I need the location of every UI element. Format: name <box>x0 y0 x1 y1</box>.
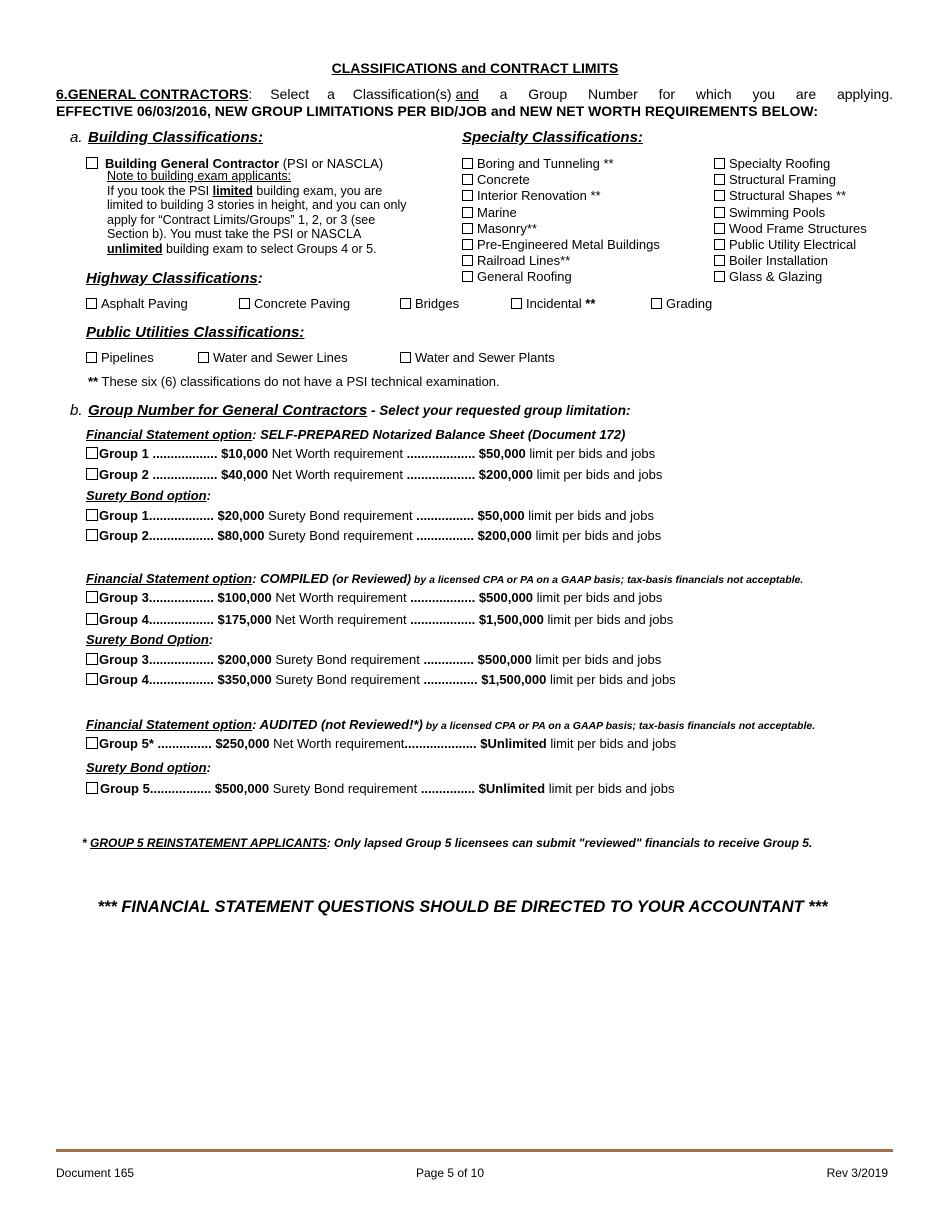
dots: .............. <box>423 652 475 667</box>
requirement: Net Worth requirement <box>268 446 407 461</box>
dots: ................... <box>406 467 476 482</box>
intro-line <box>56 86 893 102</box>
limit: $50,000 <box>474 508 525 523</box>
limit: $200,000 <box>475 467 534 482</box>
highway-incidental[interactable] <box>511 296 595 311</box>
specialty-label: Marine <box>477 204 517 220</box>
group-row[interactable] <box>86 781 674 796</box>
section-number: 6. <box>56 86 68 102</box>
checkbox[interactable] <box>86 298 97 309</box>
specialty-label: Boiler Installation <box>729 253 828 269</box>
psi-footnote <box>88 374 500 389</box>
limit: $50,000 <box>475 446 526 461</box>
section-a-letter <box>70 129 83 146</box>
dots: .................. <box>148 652 214 667</box>
sb1-heading <box>86 488 211 503</box>
footer-revision: Rev 3/2019 <box>826 1166 888 1180</box>
accountant-banner: *** FINANCIAL STATEMENT QUESTIONS SHOULD BE DIRECTED TO YOUR ACCOUNTANT *** <box>97 898 828 916</box>
checkbox[interactable] <box>86 447 98 459</box>
dots: ............... <box>423 672 478 687</box>
limit: $1,500,000 <box>475 612 544 627</box>
footer-divider <box>56 1149 893 1152</box>
incidental-stars: ** <box>585 296 596 311</box>
checkbox[interactable] <box>86 673 98 685</box>
amount: $350,000 <box>213 672 272 687</box>
group-label: Group 5* <box>99 736 154 751</box>
group-number-heading-text: Group Number for General Contractors <box>88 402 368 419</box>
fs3-rest: : AUDITED (not Reviewed!*) <box>252 717 423 732</box>
amount: $200,000 <box>213 652 272 667</box>
specialty-item[interactable] <box>462 253 660 269</box>
specialty-item[interactable] <box>714 205 867 221</box>
checkbox[interactable] <box>714 271 725 282</box>
section-b-letter <box>70 402 83 419</box>
intro-text-a: : Select a Classification(s) <box>248 86 456 102</box>
specialty-label: Structural Framing <box>729 172 836 188</box>
note-line-2: limited to building 3 stories in height, and you can only <box>107 198 407 213</box>
checkbox[interactable] <box>714 239 725 250</box>
highway-label: Asphalt Paving <box>101 296 188 311</box>
group-row[interactable] <box>86 736 676 751</box>
specialty-item[interactable] <box>462 237 660 253</box>
limit-tail: limit per bids and jobs <box>525 446 656 461</box>
checkbox[interactable] <box>714 174 725 185</box>
specialty-label: Interior Renovation ** <box>477 188 601 204</box>
group-row[interactable] <box>86 612 673 627</box>
checkbox[interactable] <box>462 255 473 266</box>
fs2-label: Financial Statement option <box>86 571 253 586</box>
public-water-sewer-lines[interactable] <box>198 350 348 365</box>
fs3-small: by a licensed CPA or PA on a GAAP basis; tax-basis financials not acceptable. <box>422 720 816 732</box>
highway-concrete[interactable] <box>239 296 350 311</box>
fs2-paren: (or Reviewed) <box>332 572 411 586</box>
public-water-sewer-plants[interactable] <box>400 350 555 365</box>
checkbox[interactable] <box>651 298 662 309</box>
limit-tail: limit per bids and jobs <box>533 590 663 605</box>
dots: .................. <box>148 672 214 687</box>
limit: $1,500,000 <box>477 672 547 687</box>
checkbox[interactable] <box>462 207 473 218</box>
specialty-item[interactable] <box>462 221 660 237</box>
group-label: Group 1 <box>99 446 149 461</box>
specialty-label: General Roofing <box>477 269 572 285</box>
specialty-label: Concrete <box>477 172 530 188</box>
specialty-label: Structural Shapes ** <box>729 188 847 204</box>
section-a-letter-text: a. <box>70 129 83 146</box>
bgc-checkbox[interactable] <box>86 157 98 169</box>
specialty-item[interactable] <box>714 237 867 253</box>
sb3-label: Surety Bond option <box>86 760 207 775</box>
dots: ................ <box>416 528 475 543</box>
specialty-item[interactable] <box>462 188 660 204</box>
limit-tail: limit per bids and jobs <box>546 736 677 751</box>
amount: $10,000 <box>217 446 269 461</box>
amount: $80,000 <box>213 528 265 543</box>
public-utilities-heading: Public Utilities Classifications: <box>86 324 305 341</box>
specialty-column-1 <box>462 156 660 286</box>
specialty-classifications-heading: Specialty Classifications: <box>462 129 643 146</box>
fs3-heading <box>86 717 815 732</box>
specialty-item[interactable] <box>714 188 867 204</box>
checkbox[interactable] <box>86 468 98 480</box>
limit-tail: limit per bids and jobs <box>524 508 654 523</box>
specialty-item[interactable] <box>714 156 867 172</box>
reinstatement-star: * <box>82 836 91 850</box>
requirement: Net Worth requirement <box>269 736 405 751</box>
specialty-label: Masonry** <box>477 220 537 236</box>
checkbox[interactable] <box>714 207 725 218</box>
footnote-text: These six (6) classifications do not have a PSI technical examination. <box>98 374 500 389</box>
note-l5b: building exam to select Groups 4 or 5. <box>162 241 377 256</box>
dots: .................. <box>148 508 214 523</box>
group-label: Group 1 <box>99 508 149 523</box>
bgc-suffix: (PSI or NASCLA) <box>279 156 384 171</box>
reinstatement-text: : Only lapsed Group 5 licensees can submit "reviewed" financials to receive Group 5. <box>326 836 813 850</box>
note-l1c: building exam, you are <box>252 183 383 198</box>
group-row[interactable] <box>86 528 661 543</box>
specialty-item[interactable] <box>714 269 867 285</box>
specialty-item[interactable] <box>714 253 867 269</box>
note-line-1 <box>107 184 437 199</box>
highway-bridges[interactable] <box>400 296 459 311</box>
requirement: Surety Bond requirement <box>271 652 424 667</box>
footer-page-number: Page 5 of 10 <box>415 1166 485 1180</box>
highway-label: Grading <box>666 296 713 311</box>
group-row[interactable] <box>86 508 654 523</box>
specialty-label: Wood Frame Structures <box>729 220 867 236</box>
dots: ............... <box>153 736 212 751</box>
amount: $175,000 <box>213 612 272 627</box>
highway-label: Incidental <box>526 296 582 311</box>
specialty-label: Specialty Roofing <box>729 156 831 171</box>
checkbox[interactable] <box>714 158 725 169</box>
limit-tail: limit per bids and jobs <box>531 652 662 667</box>
checkbox[interactable] <box>400 298 411 309</box>
note-l1a: If you took the PSI <box>107 183 213 198</box>
intro-and: and <box>455 86 479 102</box>
specialty-label: Pre-Engineered Metal Buildings <box>477 237 660 253</box>
limit: $Unlimited <box>475 781 546 796</box>
specialty-label: Boring and Tunneling ** <box>477 156 614 171</box>
checkbox[interactable] <box>86 529 98 541</box>
dots: .................. <box>148 446 218 461</box>
group-number-heading-suffix: - Select your requested group limitation: <box>367 403 631 418</box>
building-classifications-heading: Building Classifications: <box>88 129 264 146</box>
dots: ................... <box>406 446 476 461</box>
sb3-heading <box>86 760 211 775</box>
note-heading: Note to building exam applicants: <box>107 169 292 183</box>
general-contractors-heading: GENERAL CONTRACTORS <box>67 86 249 102</box>
specialty-column-2 <box>714 156 867 286</box>
sb1-label: Surety Bond option <box>86 488 207 503</box>
fs2-rest: : COMPILED <box>252 571 333 586</box>
group-label: Group 4 <box>99 672 149 687</box>
sb2-heading <box>86 632 213 647</box>
dots: .................. <box>148 528 214 543</box>
effective-notice: EFFECTIVE 06/03/2016, NEW GROUP LIMITATIONS PER BID/JOB and NEW NET WORTH REQUIREMENTS BELOW: <box>56 103 819 119</box>
public-label: Water and Sewer Lines <box>213 350 348 365</box>
group-label: Group 4 <box>99 612 149 627</box>
note-line-5 <box>107 242 437 257</box>
sb3-colon: : <box>206 760 211 775</box>
group-row[interactable] <box>86 672 676 687</box>
specialty-item[interactable] <box>714 221 867 237</box>
checkbox[interactable] <box>86 352 97 363</box>
specialty-label: Glass & Glazing <box>729 269 823 285</box>
group-number-heading <box>88 402 631 419</box>
dots: .................. <box>410 612 476 627</box>
checkbox[interactable] <box>400 352 411 363</box>
highway-label: Concrete Paving <box>254 296 351 311</box>
checkbox[interactable] <box>714 255 725 266</box>
group-label: Group 2 <box>99 467 149 482</box>
checkbox[interactable] <box>86 653 98 665</box>
limit: $200,000 <box>474 528 532 543</box>
checkbox[interactable] <box>198 352 209 363</box>
dots: .................. <box>148 467 218 482</box>
checkbox[interactable] <box>86 782 98 794</box>
limit: $500,000 <box>474 652 532 667</box>
section-b-letter-text: b. <box>70 402 83 419</box>
dots: .................. <box>148 590 214 605</box>
public-label: Pipelines <box>101 350 154 365</box>
specialty-item[interactable] <box>714 172 867 188</box>
dots: .................. <box>148 612 214 627</box>
amount: $100,000 <box>213 590 272 605</box>
amount: $500,000 <box>211 781 270 796</box>
specialty-label: Public Utility Electrical <box>729 237 857 253</box>
fs1-heading <box>86 427 625 442</box>
specialty-item[interactable] <box>462 269 660 285</box>
limit: $500,000 <box>475 590 534 605</box>
group-label: Group 5 <box>100 781 150 796</box>
dots: .................... <box>404 736 477 751</box>
specialty-label: Swimming Pools <box>729 204 826 220</box>
group-row[interactable] <box>86 446 655 461</box>
requirement: Net Worth requirement <box>268 467 407 482</box>
specialty-label: Railroad Lines** <box>477 253 571 269</box>
bgc-label: Building General Contractor <box>105 156 280 171</box>
checkbox[interactable] <box>86 591 98 603</box>
limit-tail: limit per bids and jobs <box>533 467 663 482</box>
requirement: Surety Bond requirement <box>264 508 417 523</box>
sb2-label: Surety Bond Option <box>86 632 209 647</box>
sb1-colon: : <box>206 488 211 503</box>
group-row[interactable] <box>86 467 662 482</box>
amount: $250,000 <box>211 736 270 751</box>
dots: ............... <box>420 781 476 796</box>
amount: $20,000 <box>213 508 265 523</box>
checkbox[interactable] <box>462 174 473 185</box>
checkbox[interactable] <box>239 298 250 309</box>
checkbox[interactable] <box>462 190 473 201</box>
group-row[interactable] <box>86 652 661 667</box>
checkbox[interactable] <box>511 298 522 309</box>
requirement: Surety Bond requirement <box>271 672 424 687</box>
limit-tail: limit per bids and jobs <box>531 528 662 543</box>
limit-tail: limit per bids and jobs <box>546 672 676 687</box>
requirement: Surety Bond requirement <box>269 781 421 796</box>
highway-asphalt[interactable] <box>86 296 188 311</box>
public-pipelines[interactable] <box>86 350 154 365</box>
checkbox[interactable] <box>462 239 473 250</box>
intro-text-b: a Group Number for which you are applying. <box>478 86 893 102</box>
highway-heading-text: Highway Classifications <box>86 270 258 287</box>
group-label: Group 2 <box>99 528 149 543</box>
sb2-colon: : <box>208 632 214 647</box>
dots: .................. <box>410 590 476 605</box>
limit-tail: limit per bids and jobs <box>545 781 675 796</box>
building-exam-note <box>107 169 437 257</box>
requirement: Net Worth requirement <box>271 590 411 605</box>
footer-document: Document 165 <box>56 1166 135 1180</box>
fs1-rest: : SELF-PREPARED Notarized Balance Sheet (Document 172) <box>252 427 626 442</box>
checkbox[interactable] <box>86 509 98 521</box>
specialty-item[interactable] <box>462 156 660 172</box>
checkbox[interactable] <box>86 737 98 749</box>
note-unlimited: unlimited <box>107 241 163 256</box>
group-label: Group 3 <box>99 652 149 667</box>
reinstatement-note <box>82 836 812 850</box>
public-label: Water and Sewer Plants <box>415 350 555 365</box>
limit-tail: limit per bids and jobs <box>543 612 674 627</box>
checkbox[interactable] <box>86 613 98 625</box>
fs2-heading <box>86 571 803 586</box>
dots: ................ <box>416 508 475 523</box>
limit: $Unlimited <box>476 736 547 751</box>
group-label: Group 3 <box>99 590 149 605</box>
note-limited: limited <box>212 183 253 198</box>
note-line-4: Section b). You must take the PSI or NASCLA <box>107 227 362 242</box>
fs1-label: Financial Statement option <box>86 427 253 442</box>
requirement: Surety Bond requirement <box>264 528 417 543</box>
specialty-item[interactable] <box>462 172 660 188</box>
page-title: CLASSIFICATIONS and CONTRACT LIMITS <box>331 60 619 76</box>
specialty-item[interactable] <box>462 205 660 221</box>
highway-label: Bridges <box>415 296 460 311</box>
note-line-3: apply for “Contract Limits/Groups” 1, 2, or 3 (see <box>107 212 376 227</box>
checkbox[interactable] <box>714 190 725 201</box>
group-row[interactable] <box>86 590 662 605</box>
checkbox[interactable] <box>714 223 725 234</box>
amount: $40,000 <box>217 467 269 482</box>
highway-grading[interactable] <box>651 296 712 311</box>
checkbox[interactable] <box>462 158 473 169</box>
fs2-small: by a licensed CPA or PA on a GAAP basis; tax-basis financials not acceptable. <box>410 574 804 586</box>
dots: ................. <box>149 781 212 796</box>
fs3-label: Financial Statement option <box>86 717 253 732</box>
checkbox[interactable] <box>462 271 473 282</box>
highway-colon: : <box>257 270 263 287</box>
requirement: Net Worth requirement <box>271 612 411 627</box>
checkbox[interactable] <box>462 223 473 234</box>
highway-classifications-heading <box>86 270 263 287</box>
reinstatement-label: GROUP 5 REINSTATEMENT APPLICANTS <box>90 836 327 850</box>
footnote-stars: ** <box>88 374 99 389</box>
